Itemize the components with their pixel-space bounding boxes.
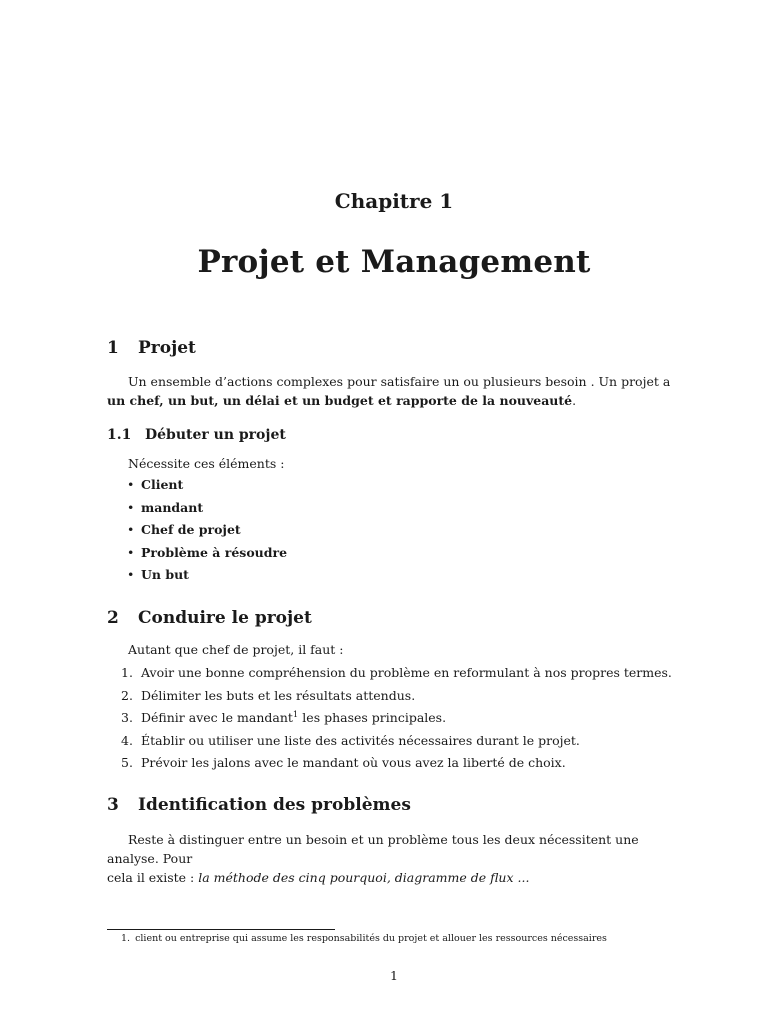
list-item-text: Problème à résoudre <box>141 544 288 560</box>
section-number: 3 <box>107 795 119 815</box>
list-item-number: 3. <box>121 710 133 725</box>
paragraph-text: . <box>572 393 577 408</box>
chapter-label: Chapitre 1 <box>334 189 454 213</box>
chapter-title: Projet et Management <box>197 244 591 280</box>
list-item <box>107 752 672 775</box>
subsection-intro: Nécessite ces éléments : <box>128 456 285 471</box>
bullet-icon: • <box>127 522 135 537</box>
section-title: Conduire le projet <box>138 608 312 628</box>
list-item <box>107 662 672 685</box>
footnote <box>121 933 607 944</box>
numbered-list <box>107 662 672 775</box>
footnote-number: 1. <box>121 933 131 944</box>
section-number: 1 <box>107 338 119 358</box>
subsection-heading-debuter <box>107 427 286 443</box>
list-item-text: mandant <box>141 499 204 515</box>
footnote-text: client ou entreprise qui assume les responsabilités du projet et allouer les ressources nécessaires <box>135 933 607 944</box>
list-item-number: 2. <box>121 687 133 703</box>
section-number: 2 <box>107 608 119 628</box>
section-title: Projet <box>138 338 196 358</box>
list-item <box>107 564 287 587</box>
list-item <box>107 685 672 708</box>
paragraph-text: cela il existe : <box>107 870 199 885</box>
paragraph-italic-text: la méthode des cinq pourquoi, diagramme de flux ... <box>198 870 530 885</box>
list-item-text: Un but <box>141 567 189 582</box>
section-title: Identification des problèmes <box>138 795 411 815</box>
list-item-text: Chef de projet <box>141 522 241 537</box>
document-page <box>107 0 681 1024</box>
list-item-text: Délimiter les buts et les résultats attendus. <box>141 687 416 703</box>
footnote-divider <box>107 929 335 930</box>
subsection-title: Débuter un projet <box>145 427 286 443</box>
list-item <box>107 497 287 520</box>
bullet-icon: • <box>127 567 135 582</box>
bullet-icon: • <box>127 477 135 492</box>
list-item <box>107 474 287 497</box>
page-number: 1 <box>390 968 398 983</box>
section-paragraph <box>107 372 681 410</box>
list-item-text: Prévoir les jalons avec le mandant où vous avez la liberté de choix. <box>141 755 566 770</box>
list-item-number: 4. <box>121 732 133 748</box>
bullet-icon: • <box>127 499 135 515</box>
bullet-icon: • <box>127 544 135 560</box>
footnote-reference[interactable]: 1 <box>292 710 299 720</box>
list-item-number: 5. <box>121 755 133 770</box>
list-item <box>107 730 672 753</box>
section-paragraph <box>107 830 681 887</box>
paragraph-line <box>107 868 681 887</box>
paragraph-line: Reste à distinguer entre un besoin et un problème tous les deux nécessitent une analyse. Pour <box>107 832 639 866</box>
section-heading-identification <box>107 795 411 815</box>
list-item-number: 1. <box>121 665 133 680</box>
list-item-text: les phases principales. <box>298 710 447 725</box>
list-item-text: Client <box>141 477 184 492</box>
list-item-text: Définir avec le mandant <box>141 710 293 725</box>
list-item <box>107 542 287 565</box>
paragraph-text: Un ensemble d’actions complexes pour satisfaire un ou plusieurs besoin . Un projet a <box>128 374 671 389</box>
list-item <box>107 707 672 730</box>
paragraph-bold-text: un chef, un but, un délai et un budget et rapporte de la nouveauté <box>107 393 573 408</box>
subsection-number: 1.1 <box>107 427 132 443</box>
list-item-text: Avoir une bonne compréhension du problème en reformulant à nos propres termes. <box>141 665 672 680</box>
list-item-text: Établir ou utiliser une liste des activités nécessaires durant le projet. <box>141 732 580 748</box>
section-heading-projet <box>107 338 196 358</box>
section-heading-conduire <box>107 608 312 628</box>
section-intro: Autant que chef de projet, il faut : <box>128 642 344 657</box>
list-item <box>107 519 287 542</box>
bullet-list <box>107 474 287 587</box>
